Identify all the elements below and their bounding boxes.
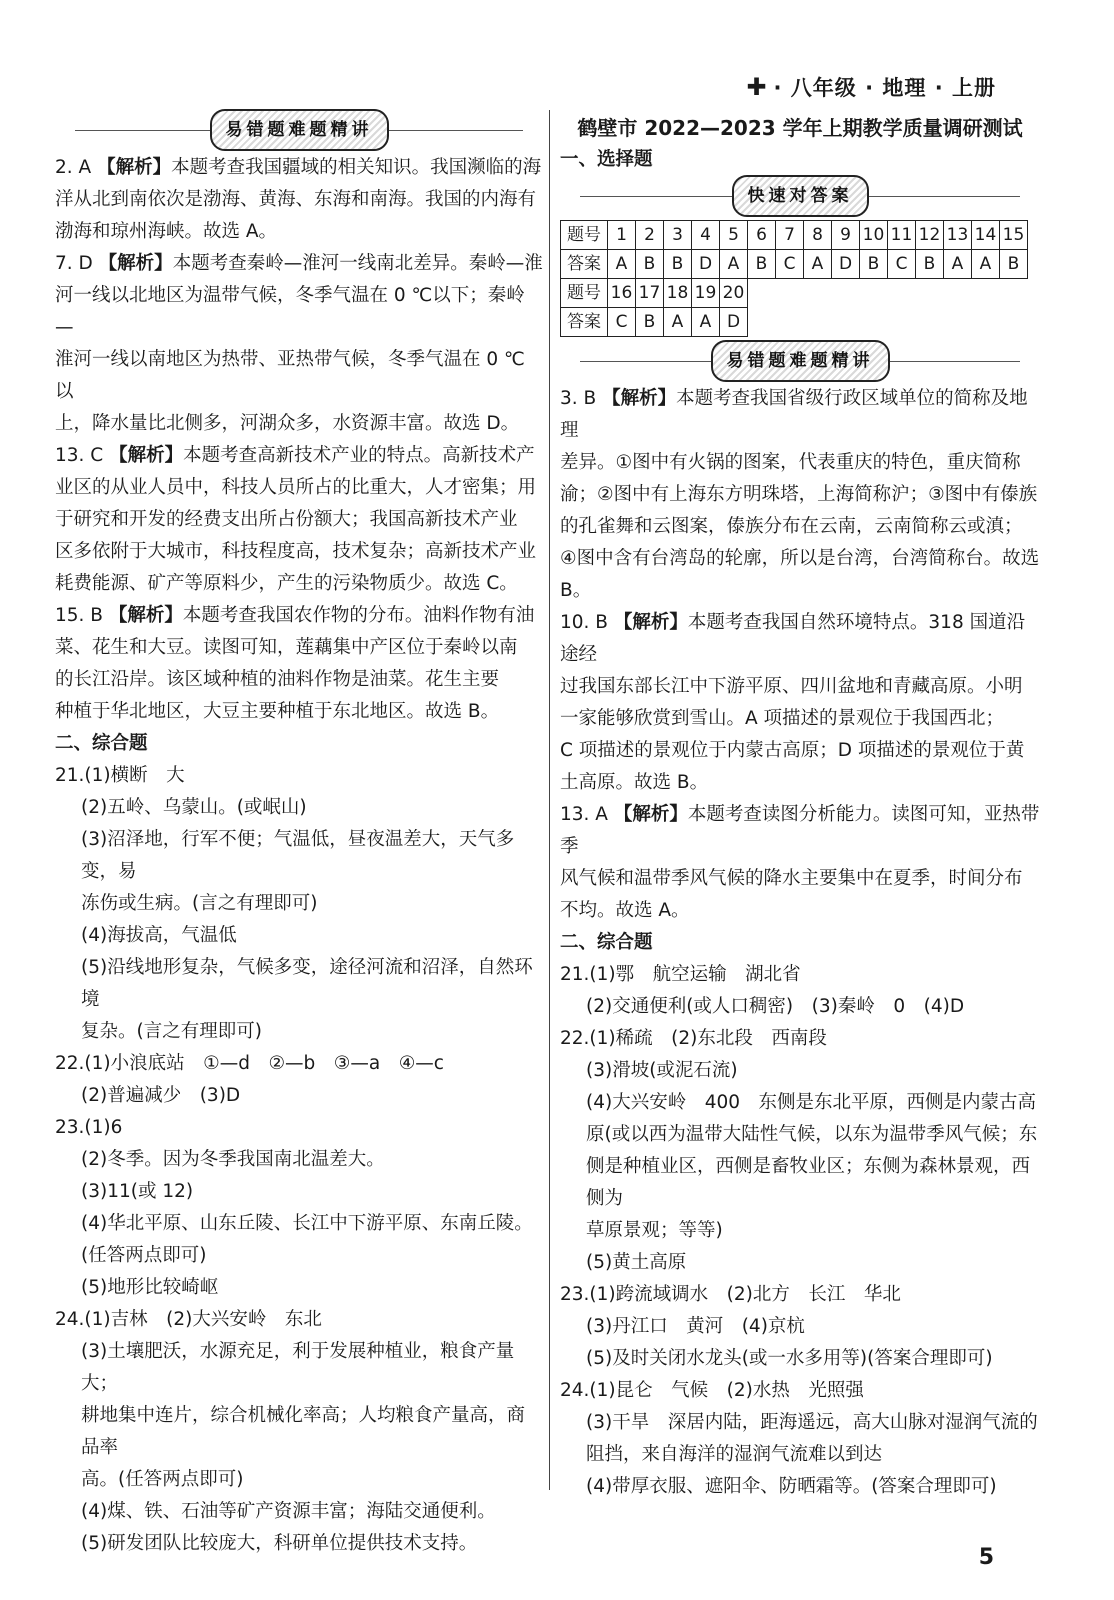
explanation-line: [560, 479, 1040, 511]
answer-table-cell: B: [636, 250, 664, 279]
answer-line: [55, 1240, 543, 1272]
left-column: [55, 110, 543, 1560]
answer-text: (任答两点即可): [81, 1245, 207, 1266]
explanation-text: 的孔雀舞和云图案，傣族分布在云南，云南简称云或滇；: [560, 516, 1023, 537]
answer-table-cell: C: [776, 250, 804, 279]
answer-table-cell: A: [720, 250, 748, 279]
answer-table-cell: D: [720, 308, 748, 337]
answer-line: [55, 792, 543, 824]
answer-line: [55, 1400, 543, 1464]
answer-text: (2)交通便利(或人口稠密) (3)秦岭 0 (4)D: [586, 996, 965, 1017]
answer-table-cell: 17: [636, 279, 664, 308]
answer-table-row: [561, 250, 1028, 279]
question-number: 22.: [55, 1053, 85, 1074]
answer-line: [55, 1336, 543, 1400]
answer-line: [560, 991, 1040, 1023]
answer-table-header: 答案: [561, 308, 608, 337]
answer-text: (5)及时关闭水龙头(或一水多用等)(答案合理即可): [586, 1348, 993, 1369]
explanation-text: 一家能够欣赏到雪山。A 项描述的景观位于我国西北；: [560, 708, 1005, 729]
answer-table-cell: B: [860, 250, 888, 279]
answer-text: (1)鄂 航空运输 湖北省: [589, 964, 801, 985]
explanation-item: [55, 600, 543, 728]
explanation-text: 菜、花生和大豆。读图可知，莲藕集中产区位于秦岭以南: [55, 637, 518, 658]
explanation-item: [560, 799, 1040, 927]
answer-table: [560, 220, 1028, 337]
explanation-line: [55, 184, 543, 216]
analysis-tag: 【解析】: [108, 605, 183, 626]
question-number: 13. A: [560, 804, 608, 825]
question-number: 2. A: [55, 157, 92, 178]
answer-line: [560, 1311, 1040, 1343]
answer-text: (5)研发团队比较庞大，科研单位提供技术支持。: [81, 1533, 478, 1554]
answer-text: (5)沿线地形复杂，气候多变，途径河流和沼泽，自然环境: [81, 957, 533, 1010]
answer-table-cell: D: [692, 250, 720, 279]
answer-line: [55, 1112, 543, 1144]
answer-line: [560, 1343, 1040, 1375]
answer-table-cell: 8: [804, 221, 832, 250]
explanation-text: 差异。①图中有火锅的图案，代表重庆的特色，重庆简称: [560, 452, 1021, 473]
explanation-item: [560, 607, 1040, 799]
question-number: 13. C: [55, 445, 104, 466]
explanation-line: [55, 568, 543, 600]
answer-line: [560, 1375, 1040, 1407]
analysis-tag: 【解析】: [613, 612, 688, 633]
answer-line: [55, 1080, 543, 1112]
explanation-text: 风气候和温带季风气候的降水主要集中在夏季，时间分布: [560, 868, 1023, 889]
banner-label: 易错题难题精讲: [210, 109, 389, 151]
answer-line: [55, 1272, 543, 1304]
answer-line: [560, 1471, 1040, 1503]
section-heading: 二、综合题: [55, 733, 148, 754]
header-title: · 八年级 · 地理 · 上册: [773, 76, 996, 100]
answer-table-cell: B: [748, 250, 776, 279]
explanation-text: 洋从北到南依次是渤海、黄海、东海和南海。我国的内海有: [55, 189, 537, 210]
left-answers: [55, 760, 543, 1560]
answer-table-cell: 11: [888, 221, 916, 250]
answer-line: [55, 1176, 543, 1208]
explanation-text: 过我国东部长江中下游平原、四川盆地和青藏高原。小明: [560, 676, 1023, 697]
answer-text: (1)6: [84, 1117, 123, 1138]
answer-text: 耕地集中连片，综合机械化率高；人均粮食产量高，商品率: [81, 1405, 526, 1458]
answer-item: [55, 1048, 543, 1112]
banner-left: [55, 112, 543, 148]
explanation-line: [55, 152, 543, 184]
answer-table-cell: 2: [636, 221, 664, 250]
answer-text: (3)丹江口 黄河 (4)京杭: [586, 1316, 805, 1337]
answer-text: (4)海拔高，气温低: [81, 925, 237, 946]
answer-table-cell: A: [664, 308, 692, 337]
explanation-text: 本题考查我国省级行政区域单位的简称及地理: [560, 388, 1028, 441]
answer-line: [55, 1048, 543, 1080]
explanation-item: [55, 440, 543, 600]
answer-table-cell: 5: [720, 221, 748, 250]
explanation-line: [560, 735, 1040, 767]
explanation-line: [55, 696, 543, 728]
right-answers: [560, 959, 1040, 1503]
question-number: 24.: [55, 1309, 85, 1330]
answer-item: [55, 1112, 543, 1304]
answer-table-row: [561, 221, 1028, 250]
analysis-tag: 【解析】: [613, 804, 688, 825]
explanation-item: [560, 383, 1040, 607]
explanation-text: 渤海和琼州海峡。故选 A。: [55, 221, 278, 242]
answer-line: [560, 1087, 1040, 1119]
analysis-tag: 【解析】: [98, 253, 173, 274]
right-explanations: [560, 383, 1040, 927]
answer-item: [560, 1023, 1040, 1279]
answer-table-cell: A: [972, 250, 1000, 279]
explanation-item: [55, 248, 543, 440]
explanation-line: [560, 447, 1040, 479]
question-number: 3. B: [560, 388, 597, 409]
answer-table-row: [561, 279, 1028, 308]
explanation-line: [55, 600, 543, 632]
explanation-text: 本题考查我国自然环境特点。318 国道沿途经: [560, 612, 1026, 665]
answer-line: [560, 1151, 1040, 1215]
answer-text: (5)黄土高原: [586, 1252, 687, 1273]
explanation-text: 的长江沿岸。该区域种植的油料作物是油菜。花生主要: [55, 669, 500, 690]
answer-text: (4)大兴安岭 400 东侧是东北平原，西侧是内蒙古高: [586, 1092, 1037, 1113]
answer-text: (1)稀疏 (2)东北段 西南段: [589, 1028, 827, 1049]
banner-label: 快速对答案: [732, 175, 869, 217]
question-number: 21.: [55, 765, 85, 786]
answer-table-cell: 9: [832, 221, 860, 250]
explanation-text: 土高原。故选 B。: [560, 772, 709, 793]
answer-table-cell: 18: [664, 279, 692, 308]
explanation-line: [55, 536, 543, 568]
answer-table-cell: C: [608, 308, 636, 337]
answer-text: (1)跨流域调水 (2)北方 长江 华北: [589, 1284, 901, 1305]
answer-text: 复杂。(言之有理即可): [81, 1021, 262, 1042]
answer-table-cell: B: [636, 308, 664, 337]
answer-table-header: 题号: [561, 221, 608, 250]
explanation-text: 本题考查高新技术产业的特点。高新技术产: [183, 445, 535, 466]
question-number: 21.: [560, 964, 590, 985]
section-heading: 二、综合题: [560, 932, 653, 953]
answer-text: 原(或以西为温带大陆性气候，以东为温带季风气候；东: [586, 1124, 1038, 1145]
answer-line: [560, 959, 1040, 991]
page-header: [746, 72, 996, 102]
answer-line: [55, 1464, 543, 1496]
answer-text: (5)地形比较崎岖: [81, 1277, 219, 1298]
answer-item: [560, 1375, 1040, 1503]
answer-line: [560, 1055, 1040, 1087]
analysis-tag: 【解析】: [97, 157, 172, 178]
answer-line: [55, 1304, 543, 1336]
answer-table-cell: B: [664, 250, 692, 279]
answer-line: [560, 1439, 1040, 1471]
answer-table-cell: 19: [692, 279, 720, 308]
banner-answers: [560, 178, 1040, 214]
answer-table-cell: 13: [944, 221, 972, 250]
answer-table-cell: 6: [748, 221, 776, 250]
answer-text: (3)11(或 12): [81, 1181, 194, 1202]
answer-table-cell: 10: [860, 221, 888, 250]
explanation-text: 上，降水量比北侧多，河湖众多，水资源丰富。故选 D。: [55, 413, 520, 434]
page-number: 5: [978, 1545, 994, 1570]
explanation-line: [55, 280, 543, 344]
answer-line: [55, 920, 543, 952]
answer-line: [55, 760, 543, 792]
question-number: 23.: [55, 1117, 85, 1138]
answer-table-cell: 7: [776, 221, 804, 250]
explanation-text: 业区的从业人员中，科技人员所占的比重大，人才密集；用: [55, 477, 537, 498]
explanation-text: 渝；②图中有上海东方明珠塔，上海简称沪；③图中有傣族: [560, 484, 1038, 505]
answer-text: (3)土壤肥沃，水源充足，利于发展种植业，粮食产量大；: [81, 1341, 515, 1394]
answer-line: [55, 1144, 543, 1176]
answer-text: 阻挡，来自海洋的湿润气流难以到达: [586, 1444, 883, 1465]
explanation-line: [55, 408, 543, 440]
answer-table-cell: A: [608, 250, 636, 279]
answer-line: [560, 1247, 1040, 1279]
explanation-line: [55, 248, 543, 280]
answer-table-cell: 15: [1000, 221, 1028, 250]
explanation-text: 于研究和开发的经费支出所占份额大；我国高新技术产业: [55, 509, 518, 530]
answer-text: (4)煤、铁、石油等矿产资源丰富；海陆交通便利。: [81, 1501, 496, 1522]
exam-title: 鹤壁市 2022—2023 学年上期教学质量调研测试: [577, 116, 1023, 140]
explanation-text: 不均。故选 A。: [560, 900, 690, 921]
explanation-line: [560, 607, 1040, 671]
explanation-line: [55, 664, 543, 696]
answer-table-cell: D: [832, 250, 860, 279]
answer-line: [55, 888, 543, 920]
explanation-line: [560, 895, 1040, 927]
question-number: 24.: [560, 1380, 590, 1401]
answer-item: [55, 760, 543, 1048]
explanation-item: [55, 152, 543, 248]
answer-table-header: 题号: [561, 279, 608, 308]
explanation-text: ④图中含有台湾岛的轮廓，所以是台湾，台湾简称台。故选 B。: [560, 548, 1040, 601]
answer-text: (1)小浪底站 ①—d ②—b ③—a ④—c: [84, 1053, 444, 1074]
answer-text: (1)昆仑 气候 (2)水热 光照强: [589, 1380, 864, 1401]
explanation-text: 耗费能源、矿产等原料少，产生的污染物质少。故选 C。: [55, 573, 518, 594]
answer-table-cell: A: [944, 250, 972, 279]
answer-line: [55, 1528, 543, 1560]
explanation-line: [55, 472, 543, 504]
answer-table-header: 答案: [561, 250, 608, 279]
plus-icon: ✚: [746, 73, 768, 101]
explanation-line: [560, 671, 1040, 703]
explanation-line: [560, 511, 1040, 543]
answer-text: (3)干旱 深居内陆，距海遥远，高大山脉对湿润气流的: [586, 1412, 1038, 1433]
explanation-line: [560, 543, 1040, 607]
answer-text: (4)华北平原、山东丘陵、长江中下游平原、东南丘陵。: [81, 1213, 533, 1234]
answer-text: (1)吉林 (2)大兴安岭 东北: [84, 1309, 322, 1330]
explanation-line: [55, 344, 543, 408]
answer-table-cell: B: [1000, 250, 1028, 279]
question-number: 10. B: [560, 612, 608, 633]
explanation-line: [560, 767, 1040, 799]
question-number: 7. D: [55, 253, 93, 274]
banner-right: [560, 343, 1040, 379]
answer-text: 草原景观；等等): [586, 1220, 723, 1241]
answer-table-cell: C: [888, 250, 916, 279]
explanation-text: 本题考查我国疆域的相关知识。我国濒临的海: [171, 157, 542, 178]
answer-line: [560, 1407, 1040, 1439]
left-explanations: [55, 152, 543, 728]
explanation-text: 种植于华北地区，大豆主要种植于东北地区。故选 B。: [55, 701, 500, 722]
section-heading: 一、选择题: [560, 149, 653, 170]
explanation-line: [55, 504, 543, 536]
answer-table-cell: B: [916, 250, 944, 279]
explanation-line: [55, 632, 543, 664]
explanation-line: [560, 383, 1040, 447]
explanation-text: 区多依附于大城市，科技程度高，技术复杂；高新技术产业: [55, 541, 537, 562]
explanation-text: 本题考查秦岭—淮河一线南北差异。秦岭—淮: [172, 253, 543, 274]
explanation-text: 河一线以北地区为温带气候，冬季气温在 0 ℃以下；秦岭—: [55, 285, 525, 338]
explanation-line: [560, 703, 1040, 735]
answer-text: (4)带厚衣服、遮阳伞、防晒霜等。(答案合理即可): [586, 1476, 997, 1497]
answer-text: (1)横断 大: [84, 765, 185, 786]
answer-line: [55, 1016, 543, 1048]
answer-text: 冻伤或生病。(言之有理即可): [81, 893, 318, 914]
banner-label: 易错题难题精讲: [711, 340, 890, 382]
explanation-line: [560, 799, 1040, 863]
question-number: 23.: [560, 1284, 590, 1305]
answer-table-cell: 4: [692, 221, 720, 250]
answer-text: (3)沼泽地，行军不便；气温低，昼夜温差大，天气多变，易: [81, 829, 515, 882]
explanation-text: 本题考查我国农作物的分布。油料作物有油: [182, 605, 535, 626]
answer-table-cell: 20: [720, 279, 748, 308]
answer-line: [55, 824, 543, 888]
answer-text: 高。(任答两点即可): [81, 1469, 244, 1490]
answer-line: [55, 952, 543, 1016]
answer-line: [560, 1119, 1040, 1151]
analysis-tag: 【解析】: [602, 388, 677, 409]
answer-table-cell: 3: [664, 221, 692, 250]
answer-table-cell: 12: [916, 221, 944, 250]
answer-table-cell: 1: [608, 221, 636, 250]
answer-text: (2)普遍减少 (3)D: [81, 1085, 241, 1106]
explanation-line: [560, 863, 1040, 895]
right-column: [560, 110, 1040, 1503]
explanation-text: C 项描述的景观位于内蒙古高原；D 项描述的景观位于黄: [560, 740, 1025, 761]
answer-table-cell: 14: [972, 221, 1000, 250]
answer-line: [560, 1215, 1040, 1247]
question-number: 22.: [560, 1028, 590, 1049]
answer-table-row: [561, 308, 1028, 337]
explanation-text: 淮河一线以南地区为热带、亚热带气候，冬季气温在 0 ℃以: [55, 349, 525, 402]
answer-text: 侧是种植业区，西侧是畜牧业区；东侧为森林景观，西侧为: [586, 1156, 1031, 1209]
answer-item: [560, 959, 1040, 1023]
explanation-line: [55, 216, 543, 248]
answer-line: [560, 1279, 1040, 1311]
answer-table-cell: 16: [608, 279, 636, 308]
column-divider: [549, 110, 550, 1490]
answer-line: [55, 1496, 543, 1528]
answer-text: (2)五岭、乌蒙山。(或岷山): [81, 797, 307, 818]
answer-item: [55, 1304, 543, 1560]
answer-line: [560, 1023, 1040, 1055]
analysis-tag: 【解析】: [109, 445, 184, 466]
explanation-line: [55, 440, 543, 472]
answer-item: [560, 1279, 1040, 1375]
question-number: 15. B: [55, 605, 103, 626]
answer-table-cell: A: [804, 250, 832, 279]
answer-line: [55, 1208, 543, 1240]
explanation-text: 本题考查读图分析能力。读图可知，亚热带季: [560, 804, 1040, 857]
answer-text: (3)滑坡(或泥石流): [586, 1060, 738, 1081]
answer-table-cell: A: [692, 308, 720, 337]
answer-text: (2)冬季。因为冬季我国南北温差大。: [81, 1149, 385, 1170]
